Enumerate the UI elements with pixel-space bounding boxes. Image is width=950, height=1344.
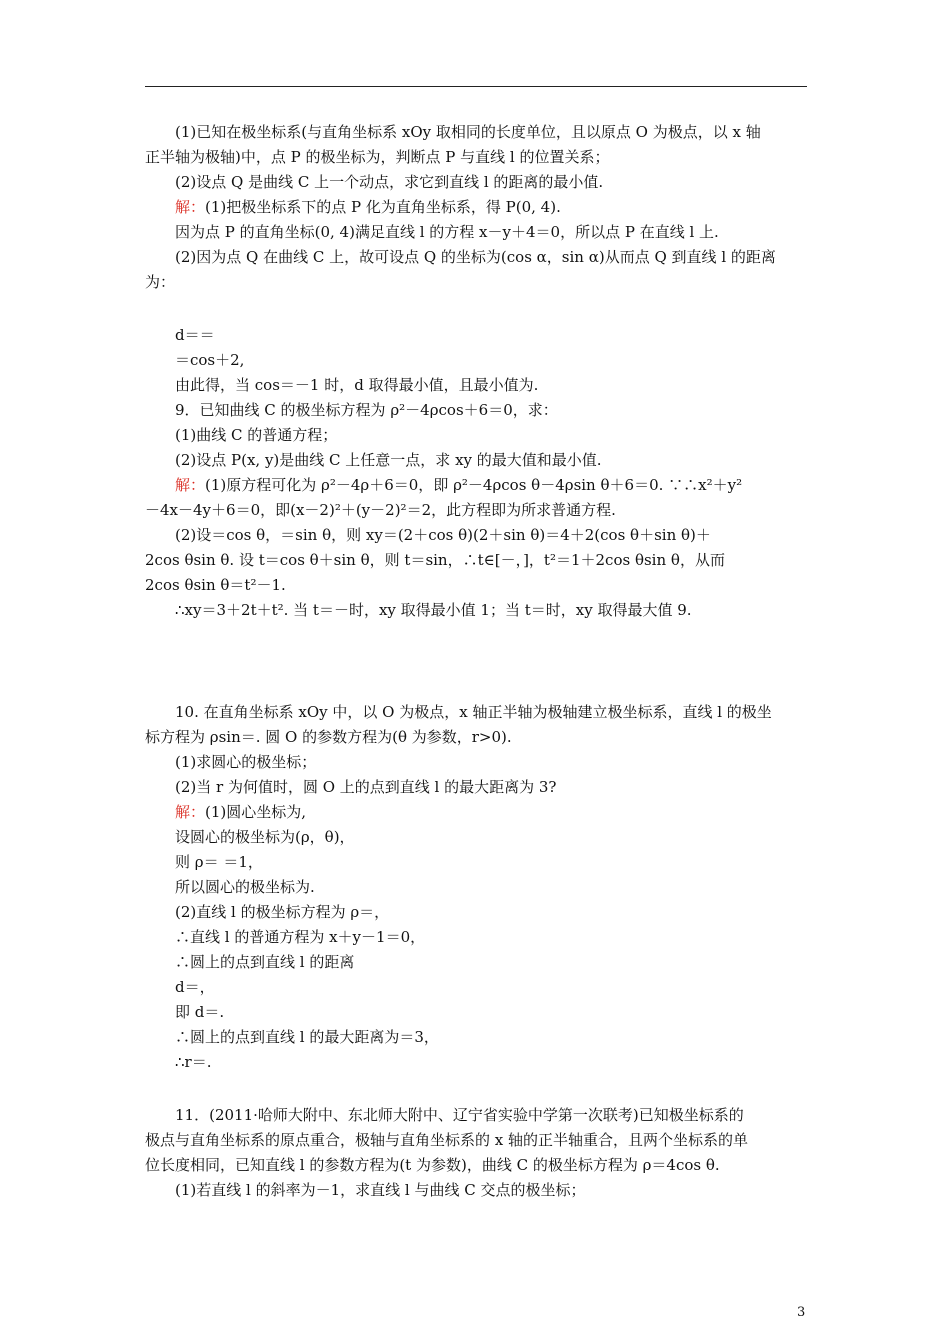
line-text: (2)设＝cos θ，＝sin θ，则 xy＝(2＋cos θ)(2＋sin θ)＝4＋2(cos θ＋sin θ)＋ bbox=[175, 526, 711, 544]
text-line bbox=[175, 172, 603, 192]
line-text: d＝， bbox=[175, 978, 215, 996]
text-line bbox=[175, 325, 215, 345]
line-text: (1)已知在极坐标系(与直角坐标系 xOy 取相同的长度单位，且以原点 O 为极点，以 x 轴 bbox=[175, 123, 761, 141]
line-text: (2)当 r 为何值时，圆 O 上的点到直线 l 的最大距离为 3? bbox=[175, 778, 557, 796]
line-text: ∴直线 l 的普通方程为 x＋y－1＝0， bbox=[175, 928, 426, 946]
line-text: (2)设点 Q 是曲线 C 上一个动点，求它到直线 l 的距离的最小值. bbox=[175, 173, 604, 191]
text-line bbox=[175, 977, 215, 997]
text-line bbox=[145, 147, 609, 167]
line-text: (1)圆心坐标为, bbox=[205, 803, 307, 821]
line-text: 所以圆心的极坐标为. bbox=[175, 878, 315, 896]
line-text: ∴圆上的点到直线 l 的最大距离为＝3， bbox=[175, 1028, 439, 1046]
text-line bbox=[175, 375, 538, 395]
text-line bbox=[175, 752, 316, 772]
text-line bbox=[145, 272, 175, 292]
text-line bbox=[175, 877, 315, 897]
line-text: ＝cos＋2, bbox=[175, 351, 245, 369]
text-line bbox=[175, 247, 776, 267]
text-line bbox=[175, 1105, 744, 1125]
text-line bbox=[175, 450, 602, 470]
text-line bbox=[175, 122, 761, 142]
text-line bbox=[175, 1027, 439, 1047]
text-line bbox=[175, 902, 389, 922]
line-text: 10. 在直角坐标系 xOy 中，以 O 为极点，x 轴正半轴为极轴建立极坐标系，直线 l 的极坐 bbox=[175, 703, 772, 721]
line-text: (1)曲线 C 的普通方程； bbox=[175, 426, 338, 444]
line-text: 9．已知曲线 C 的极坐标方程为 ρ²－4ρcos＋6＝0，求： bbox=[175, 401, 558, 419]
line-text: 标方程为 ρsin＝. 圆 O 的参数方程为(θ 为参数，r>0). bbox=[145, 728, 512, 746]
line-text: 由此得，当 cos＝－1 时，d 取得最小值，且最小值为. bbox=[175, 376, 539, 394]
line-text: 因为点 P 的直角坐标(0, 4)满足直线 l 的方程 x－y＋4＝0，所以点 P 在直线 l 上. bbox=[175, 223, 719, 241]
text-line bbox=[175, 852, 263, 872]
line-text: (2)设点 P(x, y)是曲线 C 上任意一点，求 xy 的最大值和最小值. bbox=[175, 451, 602, 469]
solution-label: 解： bbox=[175, 476, 206, 494]
line-text: 正半轴为极轴)中，点 P 的极坐标为，判断点 P 与直线 l 的位置关系； bbox=[145, 148, 610, 166]
header-rule bbox=[145, 86, 807, 87]
text-line bbox=[175, 425, 337, 445]
line-text: 2cos θsin θ＝t²－1. bbox=[145, 576, 286, 594]
line-text: d＝＝ bbox=[175, 326, 215, 344]
text-line bbox=[175, 600, 692, 620]
text-line bbox=[145, 727, 512, 747]
line-text: (2)直线 l 的极坐标方程为 ρ＝， bbox=[175, 903, 390, 921]
text-line bbox=[175, 927, 425, 947]
line-text: 设圆心的极坐标为(ρ，θ)， bbox=[175, 828, 355, 846]
line-text: 即 d＝. bbox=[175, 1003, 225, 1021]
line-text: (1)求圆心的极坐标； bbox=[175, 753, 317, 771]
text-line bbox=[175, 777, 556, 797]
text-line bbox=[145, 1155, 720, 1175]
page-number: 3 bbox=[797, 1305, 806, 1320]
text-line bbox=[175, 1002, 224, 1022]
text-line bbox=[175, 197, 561, 217]
text-line bbox=[175, 827, 355, 847]
line-text: 则 ρ＝ ＝1， bbox=[175, 853, 263, 871]
line-text: (1)原方程可化为 ρ²－4ρ＋6＝0，即 ρ²－4ρcos θ－4ρsin θ＋6＝0. ∵∴x²＋y² bbox=[205, 476, 743, 494]
solution-label: 解： bbox=[175, 198, 206, 216]
text-line bbox=[145, 575, 286, 595]
line-text: (1)若直线 l 的斜率为－1，求直线 l 与曲线 C 交点的极坐标； bbox=[175, 1181, 586, 1199]
line-text: 位长度相同，已知直线 l 的参数方程为(t 为参数)，曲线 C 的极坐标方程为 ρ＝4cos θ. bbox=[145, 1156, 720, 1174]
text-line bbox=[145, 1130, 748, 1150]
text-line bbox=[175, 802, 306, 822]
text-line bbox=[145, 500, 616, 520]
line-text: (2)因为点 Q 在曲线 C 上，故可设点 Q 的坐标为(cos α，sin α)从而点 Q 到直线 l 的距离 bbox=[175, 248, 776, 266]
text-line bbox=[175, 400, 558, 420]
text-line bbox=[175, 1180, 585, 1200]
line-text: 极点与直角坐标系的原点重合，极轴与直角坐标系的 x 轴的正半轴重合，且两个坐标系的单 bbox=[145, 1131, 748, 1149]
line-text: (1)把极坐标系下的点 P 化为直角坐标系，得 P(0, 4). bbox=[205, 198, 561, 216]
line-text: ∴r＝. bbox=[175, 1053, 212, 1071]
text-line bbox=[145, 550, 725, 570]
text-line bbox=[175, 1052, 211, 1072]
text-line bbox=[175, 475, 742, 495]
line-text: 11．(2011·哈师大附中、东北师大附中、辽宁省实验中学第一次联考)已知极坐标系的 bbox=[175, 1106, 744, 1124]
text-line bbox=[175, 350, 244, 370]
text-line bbox=[175, 702, 772, 722]
text-line bbox=[175, 222, 719, 242]
solution-label: 解： bbox=[175, 803, 206, 821]
text-line bbox=[175, 525, 711, 545]
line-text: 为： bbox=[145, 273, 176, 291]
line-text: ∴圆上的点到直线 l 的距离 bbox=[175, 953, 355, 971]
line-text: ∴xy＝3＋2t＋t². 当 t＝－时，xy 取得最小值 1；当 t＝时，xy 取得最大值 9. bbox=[175, 601, 692, 619]
text-line bbox=[175, 952, 354, 972]
line-text: 2cos θsin θ. 设 t＝cos θ＋sin θ，则 t＝sin，∴t∈[－，]，t²＝1＋2cos θsin θ，从而 bbox=[145, 551, 725, 569]
line-text: －4x－4y＋6＝0，即(x－2)²＋(y－2)²＝2，此方程即为所求普通方程. bbox=[145, 501, 616, 519]
